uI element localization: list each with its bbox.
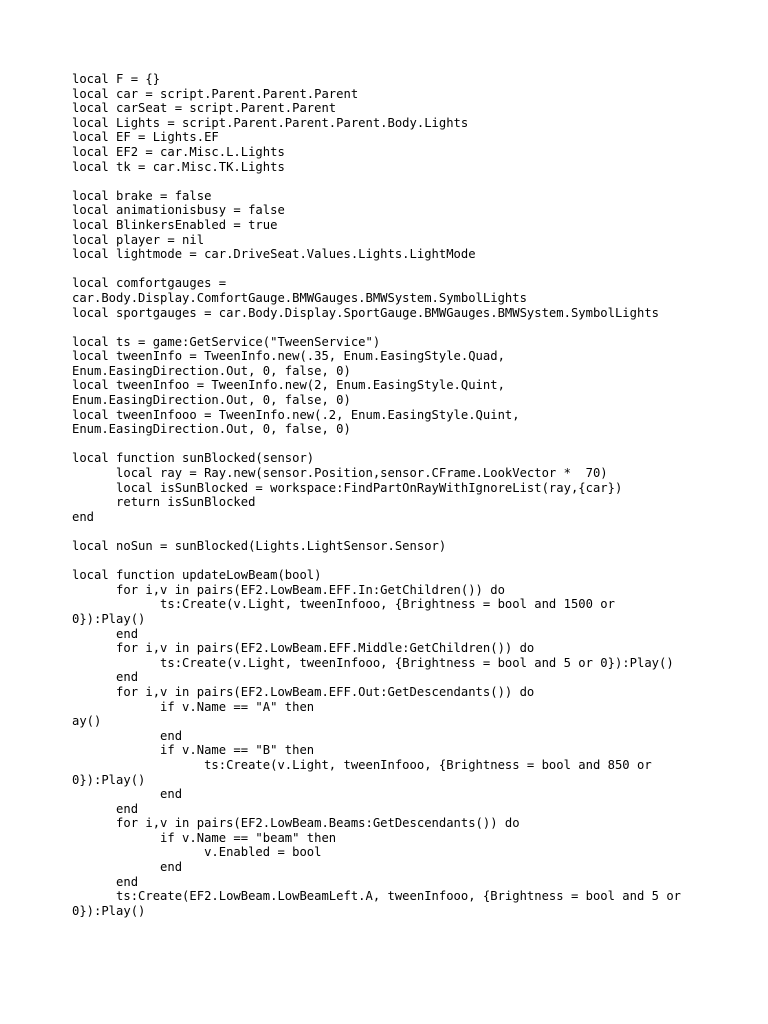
code-line: if v.Name == "A" then [72, 699, 315, 714]
code-line: local tk = car.Misc.TK.Lights [72, 159, 285, 174]
code-line: local carSeat = script.Parent.Parent [72, 101, 337, 116]
code-line: Enum.EasingDirection.Out, 0, false, 0) [72, 363, 351, 378]
code-line: ay() [72, 714, 102, 729]
code-line: local F = {} [72, 72, 161, 86]
code-line: ts:Create(v.Light, tweenInfooo, {Brightness = bool and 1500 or [72, 597, 615, 612]
code-line: local comfortgauges = [72, 276, 227, 291]
code-line: if v.Name == "B" then [72, 743, 315, 758]
blank-line [72, 554, 752, 569]
code-line: 0}):Play() [72, 903, 146, 918]
code-line: local EF = Lights.EF [72, 130, 219, 145]
blank-line [72, 437, 752, 452]
code-line: local car = script.Parent.Parent.Parent [72, 86, 359, 101]
blank-line [72, 320, 752, 335]
code-line: for i,v in pairs(EF2.LowBeam.EFF.In:GetChildren()) do [72, 582, 505, 597]
code-line: 0}):Play() [72, 611, 146, 626]
blank-line [72, 174, 752, 189]
code-line: local tweenInfo = TweenInfo.new(.35, Enum.EasingStyle.Quad, [72, 349, 505, 364]
code-line: local lightmode = car.DriveSeat.Values.Lights.LightMode [72, 247, 476, 262]
code-line: end [72, 670, 139, 685]
code-line: end [72, 728, 183, 743]
code-line: local tweenInfoo = TweenInfo.new(2, Enum.EasingStyle.Quint, [72, 378, 505, 393]
code-line: car.Body.Display.ComfortGauge.BMWGauges.BMWSystem.SymbolLights [72, 290, 527, 305]
code-line: for i,v in pairs(EF2.LowBeam.EFF.Middle:GetChildren()) do [72, 641, 535, 656]
code-line: local noSun = sunBlocked(Lights.LightSensor.Sensor) [72, 539, 447, 553]
code-line: end [72, 509, 95, 524]
code-line: local player = nil [72, 232, 205, 247]
code-line: local EF2 = car.Misc.L.Lights [72, 144, 285, 159]
code-line: local isSunBlocked = workspace:FindPartOnRayWithIgnoreList(ray,{car}) [72, 480, 623, 495]
code-line: v.Enabled = bool [72, 845, 322, 860]
code-line: local animationisbusy = false [72, 203, 285, 218]
code-line: ts:Create(EF2.LowBeam.LowBeamLeft.A, tweenInfooo, {Brightness = bool and 5 or [72, 889, 682, 904]
code-line: Enum.EasingDirection.Out, 0, false, 0) [72, 422, 351, 437]
code-document [72, 72, 752, 918]
code-line: local BlinkersEnabled = true [72, 217, 278, 232]
code-line: end [72, 626, 139, 641]
code-line: end [72, 801, 139, 816]
code-line: for i,v in pairs(EF2.LowBeam.EFF.Out:GetDescendants()) do [72, 684, 535, 699]
code-line: local Lights = script.Parent.Parent.Parent.Body.Lights [72, 115, 469, 130]
code-line: return isSunBlocked [72, 495, 256, 510]
code-line: end [72, 860, 183, 875]
blank-line [72, 524, 752, 539]
code-line: local ray = Ray.new(sensor.Position,sensor.CFrame.LookVector * 70) [72, 466, 608, 481]
code-line: ts:Create(v.Light, tweenInfooo, {Brightness = bool and 5 or 0}):Play() [72, 655, 674, 670]
code-line: local ts = game:GetService("TweenService") [72, 334, 381, 349]
code-line: 0}):Play() [72, 772, 146, 787]
code-line: local tweenInfooo = TweenInfo.new(.2, Enum.EasingStyle.Quint, [72, 407, 520, 422]
code-line: for i,v in pairs(EF2.LowBeam.Beams:GetDescendants()) do [72, 816, 520, 831]
code-line: local function updateLowBeam(bool) [72, 568, 322, 583]
code-line: end [72, 874, 139, 889]
code-line: local brake = false [72, 188, 212, 203]
code-line: if v.Name == "beam" then [72, 830, 337, 845]
code-line: local sportgauges = car.Body.Display.SportGauge.BMWGauges.BMWSystem.SymbolLights [72, 305, 659, 320]
code-line: Enum.EasingDirection.Out, 0, false, 0) [72, 393, 351, 408]
blank-line [72, 262, 752, 277]
code-line: end [72, 787, 183, 802]
code-line: local function sunBlocked(sensor) [72, 451, 315, 466]
code-line: ts:Create(v.Light, tweenInfooo, {Brightness = bool and 850 or [72, 757, 652, 772]
